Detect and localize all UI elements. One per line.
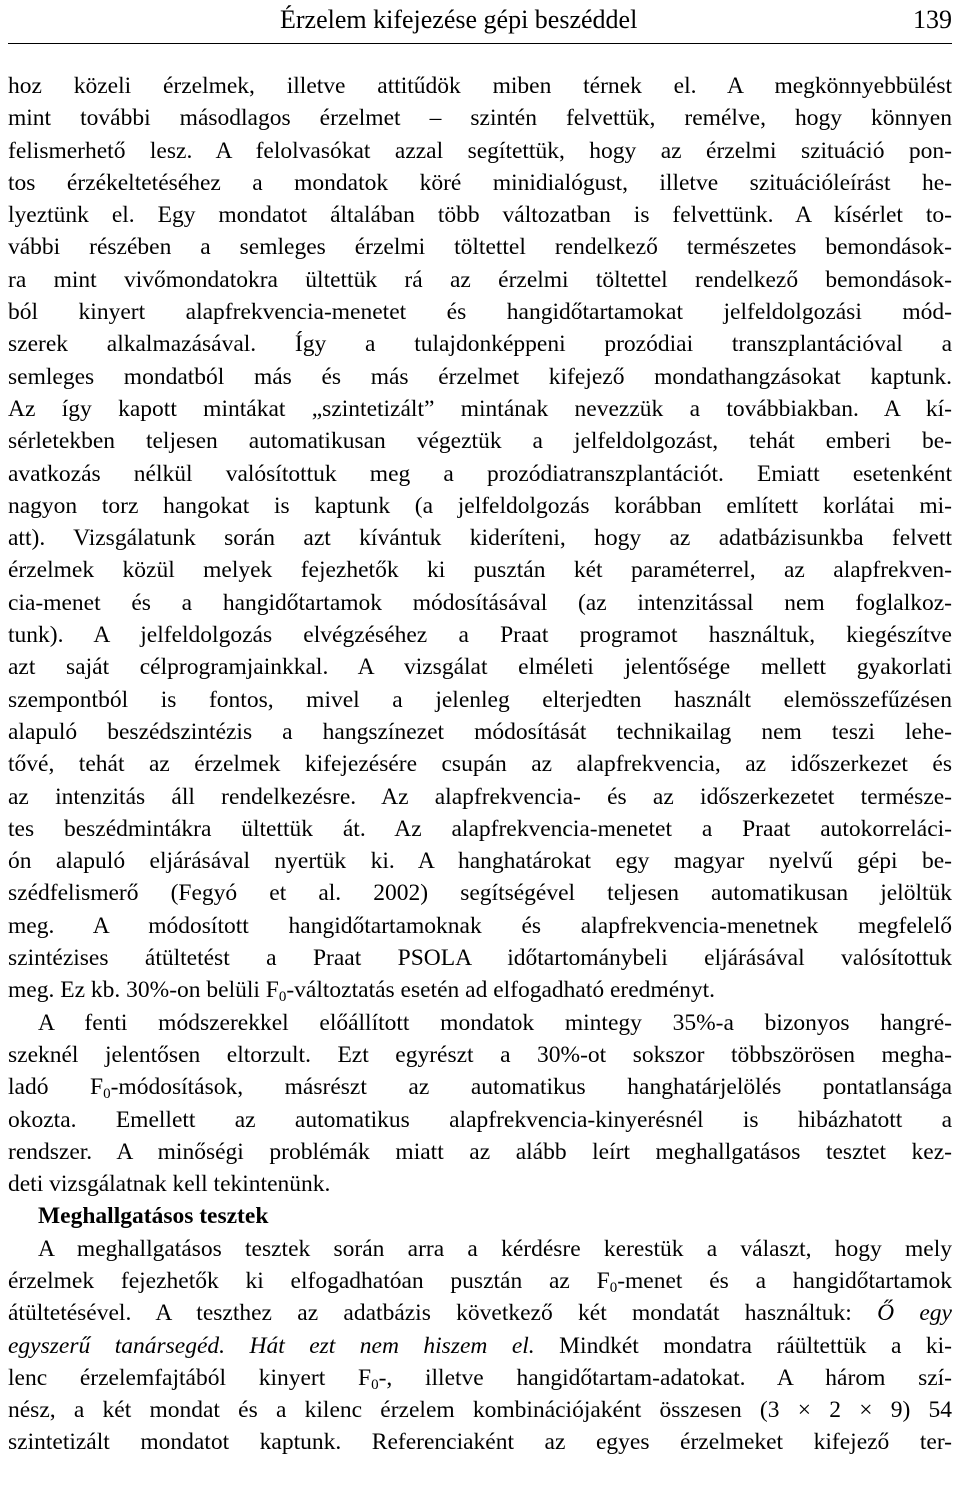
- text-line: [8, 748, 952, 780]
- line-text: hoz közeli érzelmek, illetve attitűdök miben térnek el. A megkönnyebbülést: [8, 73, 952, 99]
- running-title: Érzelem kifejezése gépi beszéddel: [280, 5, 638, 34]
- text-line: [8, 458, 952, 490]
- text-line: [8, 102, 952, 134]
- line-text: meg. Ez kb. 30%-on belüli F: [8, 977, 279, 1004]
- line-text: tes beszédmintákra ültettük át. Az alapfrekvencia-menetet a Praat autokorreláci-: [8, 815, 952, 842]
- text-line: [8, 716, 952, 748]
- line-text: szédfelismerő (Fegyó et al. 2002) segítségével teljesen automatikusan jelöltük: [8, 880, 952, 907]
- line-text: tővé, tehát az érzelmek kifejezésére csupán az alapfrekvencia, az időszerkezet és: [8, 751, 952, 778]
- line-text: az intenzitás áll rendelkezésre. Az alapfrekvencia- és az időszerkezetet természe-: [8, 783, 952, 810]
- text-line: [8, 393, 952, 425]
- page-number: 139: [913, 5, 952, 34]
- line-text: -menet és a hangidőtartamok: [617, 1267, 953, 1294]
- line-text: nész, a két mondat és a kilenc érzelem kombinációjaként összesen (3 × 2 × 9) 54: [8, 1397, 952, 1424]
- line-text: tunk). A jelfeldolgozás elvégzéséhez a Praat programot használtuk, kiegészítve: [8, 622, 952, 649]
- text-line: [8, 1039, 952, 1071]
- text-line: [8, 296, 952, 328]
- text-line: [8, 1297, 952, 1329]
- line-text: rendszer. A minőségi problémák miatt az alább leírt meghallgatásos tesztet kez-: [8, 1138, 952, 1165]
- text-line: [8, 974, 952, 1006]
- text-line: [8, 361, 952, 393]
- line-text: felismerhető lesz. A felolvasókat azzal segítettük, hogy az érzelmi szituáció pon-: [8, 137, 952, 164]
- text-line: [8, 684, 952, 716]
- text-line: [8, 231, 952, 263]
- text-line: [8, 1007, 952, 1039]
- line-text: cia-menet és a hangidőtartamok módosításával (az intenzitással nem foglalkoz-: [8, 589, 952, 616]
- text-line: [8, 1426, 952, 1458]
- text-line: [8, 845, 952, 877]
- text-line: [8, 1168, 952, 1200]
- line-text: Az így kapott mintákat „szintetizált” mintának nevezzük a továbbiakban. A kí-: [8, 395, 952, 422]
- italic-example: egyszerű tanársegéd. Hát ezt nem hiszem el.: [8, 1332, 535, 1359]
- line-text: sérletekben teljesen automatikusan végeztük a jelfeldolgozást, tehát emberi be-: [8, 428, 952, 455]
- line-text: érzelmek közül melyek fejezhetők ki pusztán két paraméterrel, az alapfrekven-: [8, 557, 952, 584]
- line-text: -változtatás esetén ad elfogadható eredményt.: [286, 977, 716, 1004]
- line-text: avatkozás nélkül valósítottuk meg a prozódiatranszplantációt. Emiatt esetenként: [8, 460, 952, 487]
- text-line: [8, 425, 952, 457]
- line-text: szeknél jelentősen eltorzult. Ezt egyrészt a 30%-ot sokszor többszörösen megha-: [8, 1041, 952, 1068]
- line-text: azt saját célprogramjainkkal. A vizsgálat elméleti jelentősége mellett gyakorlati: [8, 654, 952, 681]
- running-header: [8, 0, 952, 40]
- line-text: érzelmek fejezhetők ki elfogadhatóan pusztán az F: [8, 1267, 610, 1294]
- line-text: lenc érzelemfajtából kinyert F: [8, 1364, 372, 1391]
- line-text: A meghallgatásos tesztek során arra a kérdésre kerestük a választ, hogy mely: [38, 1235, 952, 1262]
- line-text: -módosítások, másrészt az automatikus hanghatárjelölés pontatlansága: [110, 1074, 953, 1101]
- header-rule: [8, 43, 952, 44]
- text-line: [8, 910, 952, 942]
- text-line: [8, 1330, 952, 1362]
- line-text: deti vizsgálatnak kell tekintenünk.: [8, 1171, 331, 1198]
- document-page: [8, 0, 953, 1456]
- text-line: [8, 199, 952, 231]
- line-text: Meghallgatásos tesztek: [38, 1203, 269, 1230]
- line-text: att). Vizsgálatunk során azt kívántuk kideríteni, hogy az adatbázisunkba felvett: [8, 525, 952, 552]
- line-text: nagyon torz hangokat is kaptunk (a jelfeldolgozás korábban említett korlátai mi-: [8, 492, 952, 519]
- italic-example: Ő egy: [877, 1300, 952, 1327]
- line-text: A fenti módszerekkel előállított mondatok mintegy 35%-a bizonyos hangré-: [38, 1009, 952, 1036]
- text-line: [8, 942, 952, 974]
- line-text: semleges mondatból más és más érzelmet kifejező mondathangzásokat kaptunk.: [8, 363, 952, 390]
- subscript: 0: [103, 1086, 111, 1103]
- line-text: ból kinyert alapfrekvencia-menetet és hangidőtartamokat jelfeldolgozási mód-: [8, 299, 952, 326]
- line-text: ra mint vivőmondatokra ültettük rá az érzelmi töltettel rendelkező bemondások-: [8, 266, 952, 293]
- text-line: [8, 70, 952, 102]
- text-line: [8, 1362, 952, 1394]
- text-line: [8, 522, 952, 554]
- text-line: [8, 587, 952, 619]
- text-line: [8, 1394, 952, 1426]
- text-line: [8, 167, 952, 199]
- line-text: -, illetve hangidőtartam-adatokat. A három szí-: [378, 1364, 952, 1391]
- text-line: [8, 490, 952, 522]
- line-text: szempontból is fontos, mivel a jelenleg elterjedten használt elemösszefűzésen: [8, 686, 952, 713]
- text-line: [8, 328, 952, 360]
- subscript: 0: [278, 989, 287, 1006]
- text-line: [8, 1233, 952, 1265]
- text-line: [8, 1104, 952, 1136]
- line-text: szintézises átültetést a Praat PSOLA időtartománybeli eljárásával valósítottuk: [8, 945, 952, 972]
- subscript: 0: [371, 1376, 379, 1393]
- subscript: 0: [609, 1279, 618, 1296]
- line-text: tos érzékeltetéséhez a mondatok köré minidialógust, illetve szituációleírást he-: [8, 169, 952, 196]
- line-text: meg. A módosított hangidőtartamoknak és alapfrekvencia-menetnek megfelelő: [8, 912, 952, 939]
- text-line: [8, 619, 952, 651]
- line-text: ón alapuló eljárásával nyertük ki. A hanghatárokat egy magyar nyelvű gépi be-: [8, 848, 952, 875]
- line-text: lyeztünk el. Egy mondatot általában több változatban is felvettünk. A kísérlet to-: [8, 202, 952, 229]
- text-line: [8, 813, 952, 845]
- text-line: [8, 1136, 952, 1168]
- section-heading: [8, 1200, 952, 1232]
- text-line: [8, 651, 952, 683]
- line-text: mint további másodlagos érzelmet – szintén felvettük, remélve, hogy könnyen: [8, 105, 952, 132]
- text-line: [8, 781, 952, 813]
- line-text: vábbi részében a semleges érzelmi töltettel rendelkező természetes bemondások-: [8, 234, 952, 261]
- line-text: ladó F: [8, 1074, 104, 1101]
- text-line: [8, 135, 952, 167]
- line-text: szintetizált mondatot kaptunk. Referenciaként az egyes érzelmeket kifejező ter-: [8, 1429, 952, 1456]
- line-text: átültetésével. A teszthez az adatbázis következő két mondatát használtuk:: [8, 1300, 878, 1327]
- text-line: [8, 264, 952, 296]
- line-text: okozta. Emellett az automatikus alapfrekvencia-kinyerésnél is hibázhatott a: [8, 1106, 952, 1133]
- body-text: [8, 70, 952, 1459]
- line-text: Mindkét mondatra ráültettük a ki-: [534, 1332, 952, 1359]
- text-line: [8, 877, 952, 909]
- text-line: [8, 1071, 952, 1103]
- text-line: [8, 554, 952, 586]
- line-text: alapuló beszédszintézis a hangszínezet módosítását technikailag nem teszi lehe-: [8, 718, 952, 745]
- line-text: szerek alkalmazásával. Így a tulajdonképpeni prozódiai transzplantációval a: [8, 331, 952, 358]
- text-line: [8, 1265, 952, 1297]
